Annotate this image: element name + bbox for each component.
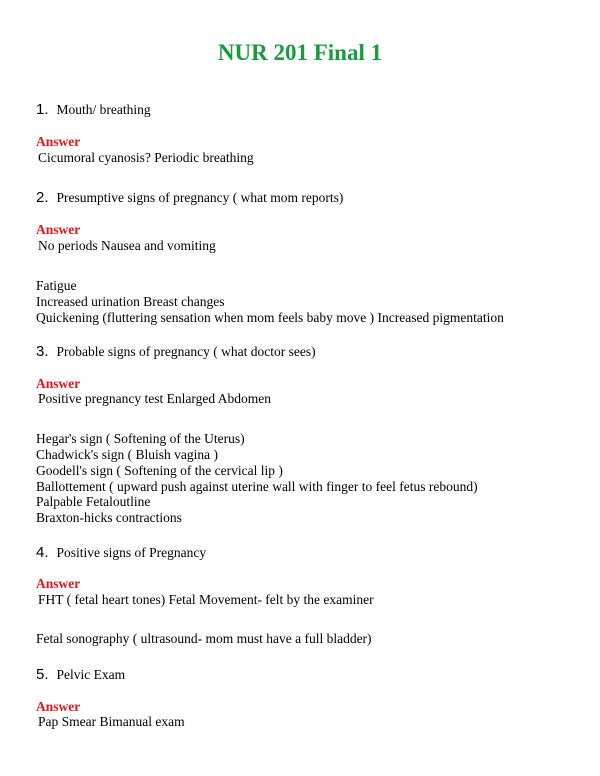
answer-label: Answer	[36, 576, 81, 591]
answer-line: Increased urination Breast changes	[36, 294, 225, 309]
question-5	[36, 666, 125, 683]
document-title: NUR 201 Final 1	[217, 40, 383, 65]
answer-label: Answer	[36, 134, 81, 149]
answer-line: Ballottement ( upward push against uterine wall with finger to feel fetus rebound)	[36, 479, 478, 494]
answer-line: Cicumoral cyanosis? Periodic breathing	[38, 150, 254, 165]
answer-line: Fetal sonography ( ultrasound- mom must have a full bladder)	[36, 631, 372, 646]
answer-line: No periods Nausea and vomiting	[38, 238, 216, 253]
answer-line: FHT ( fetal heart tones) Fetal Movement- felt by the examiner	[38, 592, 374, 607]
answer-line: Palpable Fetaloutline	[36, 494, 151, 509]
answer-line: Fatigue	[36, 278, 77, 293]
question-1	[36, 101, 151, 118]
answer-label: Answer	[36, 222, 81, 237]
answer-label: Answer	[36, 376, 81, 391]
question-number: 2.	[36, 189, 49, 206]
question-number: 4.	[36, 544, 49, 561]
question-number: 3.	[36, 343, 49, 360]
question-text: Probable signs of pregnancy ( what doctor sees)	[56, 344, 316, 359]
question-text: Mouth/ breathing	[56, 102, 151, 117]
question-text: Pelvic Exam	[56, 667, 126, 682]
question-text: Positive signs of Pregnancy	[56, 545, 207, 560]
answer-line: Positive pregnancy test Enlarged Abdomen	[38, 391, 271, 406]
question-3	[36, 343, 316, 360]
answer-line: Braxton-hicks contractions	[36, 510, 182, 525]
question-2	[36, 189, 343, 206]
answer-line: Chadwick's sign ( Bluish vagina )	[36, 447, 219, 462]
question-text: Presumptive signs of pregnancy ( what mom reports)	[56, 190, 344, 205]
answer-line: Pap Smear Bimanual exam	[38, 714, 185, 729]
answer-line: Hegar's sign ( Softening of the Uterus)	[36, 431, 245, 446]
answer-line: Goodell's sign ( Softening of the cervical lip )	[36, 463, 283, 478]
answer-label: Answer	[36, 699, 81, 714]
question-number: 1.	[36, 101, 49, 118]
question-number: 5.	[36, 666, 49, 683]
question-4	[36, 544, 206, 561]
answer-line: Quickening (fluttering sensation when mom feels baby move ) Increased pigmentation	[36, 310, 504, 325]
